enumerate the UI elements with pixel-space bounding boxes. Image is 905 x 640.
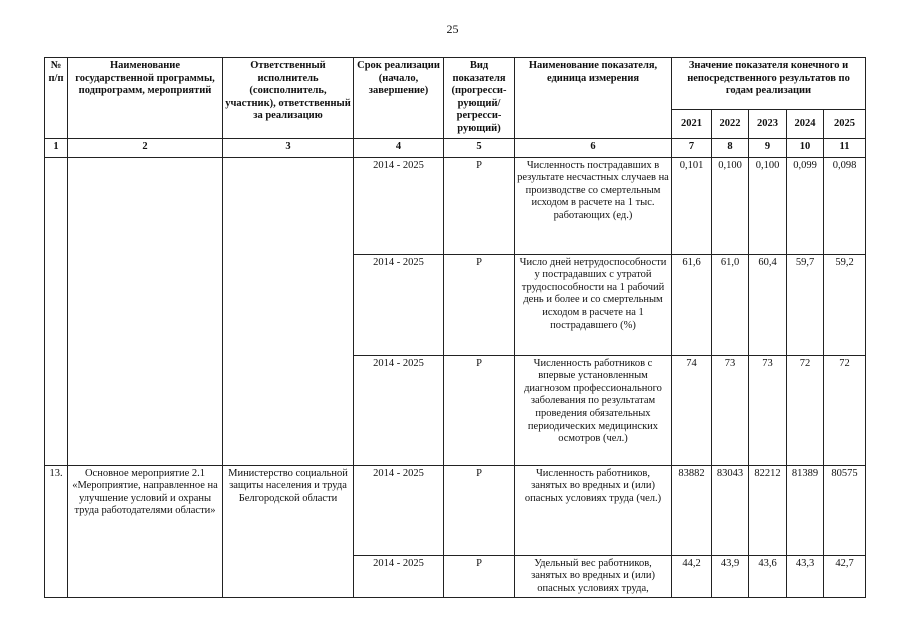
column-numbers-row	[45, 138, 866, 157]
value-cell: 73	[749, 355, 787, 465]
indicator-cell: Число дней нетрудоспособности у пострадавших с утратой трудоспособности на 1 рабочий день и более и со смертельным исходом в расчете на 1 пострадавшего (%)	[515, 254, 672, 355]
column-number: 5	[444, 138, 515, 157]
header-year: 2024	[787, 110, 824, 138]
value-cell: 82212	[749, 465, 787, 555]
header-number: № п/п	[45, 58, 68, 139]
value-cell: 83882	[672, 465, 712, 555]
value-cell: 61,6	[672, 254, 712, 355]
period-cell: 2014 - 2025	[354, 254, 444, 355]
indicators-table	[44, 57, 866, 598]
indicator-cell: Численность работников с впервые установленным диагнозом профессионального заболевания по результатам проведения обязательных периодических медицинских осмотров (чел.)	[515, 355, 672, 465]
program-cell	[68, 157, 223, 465]
indicator-cell: Численность пострадавших в результате несчастных случаев на производстве со смертельным исходом в расчете на 1 тыс. работающих (ед.)	[515, 157, 672, 254]
header-values: Значение показателя конечного и непосредственного результатов по годам реализации	[672, 58, 866, 110]
period-cell: 2014 - 2025	[354, 355, 444, 465]
table-row	[45, 157, 866, 254]
header-period: Срок реализации (начало, завершение)	[354, 58, 444, 139]
column-number: 9	[749, 138, 787, 157]
value-cell: 60,4	[749, 254, 787, 355]
column-number: 2	[68, 138, 223, 157]
period-cell: 2014 - 2025	[354, 157, 444, 254]
value-cell: 61,0	[712, 254, 749, 355]
column-number: 11	[824, 138, 866, 157]
row-number-cell	[45, 157, 68, 465]
header-executor: Ответственный исполнитель (соисполнитель, участник), ответственный за реализацию	[223, 58, 354, 139]
header-year: 2025	[824, 110, 866, 138]
column-number: 4	[354, 138, 444, 157]
column-number: 3	[223, 138, 354, 157]
value-cell: 72	[787, 355, 824, 465]
value-cell: 80575	[824, 465, 866, 555]
header-program: Наименование государственной программы, подпрограмм, мероприятий	[68, 58, 223, 139]
table-row	[45, 465, 866, 555]
value-cell: 83043	[712, 465, 749, 555]
executor-name: Министерство социальной защиты населения и труда Белгородской области	[223, 465, 354, 598]
row-number: 13.	[45, 465, 68, 598]
column-number: 6	[515, 138, 672, 157]
value-cell: 0,098	[824, 157, 866, 254]
header-year: 2021	[672, 110, 712, 138]
value-cell: 42,7	[824, 555, 866, 598]
value-cell: 43,9	[712, 555, 749, 598]
type-cell: Р	[444, 465, 515, 555]
page-number: 25	[446, 22, 459, 36]
column-number: 1	[45, 138, 68, 157]
value-cell: 0,100	[749, 157, 787, 254]
type-cell: Р	[444, 355, 515, 465]
period-cell: 2014 - 2025	[354, 465, 444, 555]
column-number: 10	[787, 138, 824, 157]
value-cell: 72	[824, 355, 866, 465]
value-cell: 0,100	[712, 157, 749, 254]
value-cell: 0,099	[787, 157, 824, 254]
value-cell: 0,101	[672, 157, 712, 254]
program-name: Основное мероприятие 2.1 «Мероприятие, направленное на улучшение условий и охраны труда работодателями области»	[68, 465, 223, 598]
type-cell: Р	[444, 157, 515, 254]
type-cell: Р	[444, 555, 515, 598]
type-cell: Р	[444, 254, 515, 355]
indicator-cell: Численность работников, занятых во вредных и (или) опасных условиях труда (чел.)	[515, 465, 672, 555]
value-cell: 43,6	[749, 555, 787, 598]
value-cell: 59,2	[824, 254, 866, 355]
period-cell: 2014 - 2025	[354, 555, 444, 598]
value-cell: 73	[712, 355, 749, 465]
column-number: 8	[712, 138, 749, 157]
value-cell: 74	[672, 355, 712, 465]
value-cell: 43,3	[787, 555, 824, 598]
header-indicator-name: Наименование показателя, единица измерения	[515, 58, 672, 139]
value-cell: 44,2	[672, 555, 712, 598]
header-indicator-type: Вид показателя (прогресси-рующий/ регресси-рующий)	[444, 58, 515, 139]
header-year: 2023	[749, 110, 787, 138]
indicator-cell: Удельный вес работников, занятых во вредных и (или) опасных условиях труда,	[515, 555, 672, 598]
value-cell: 59,7	[787, 254, 824, 355]
column-number: 7	[672, 138, 712, 157]
value-cell: 81389	[787, 465, 824, 555]
executor-cell	[223, 157, 354, 465]
header-year: 2022	[712, 110, 749, 138]
